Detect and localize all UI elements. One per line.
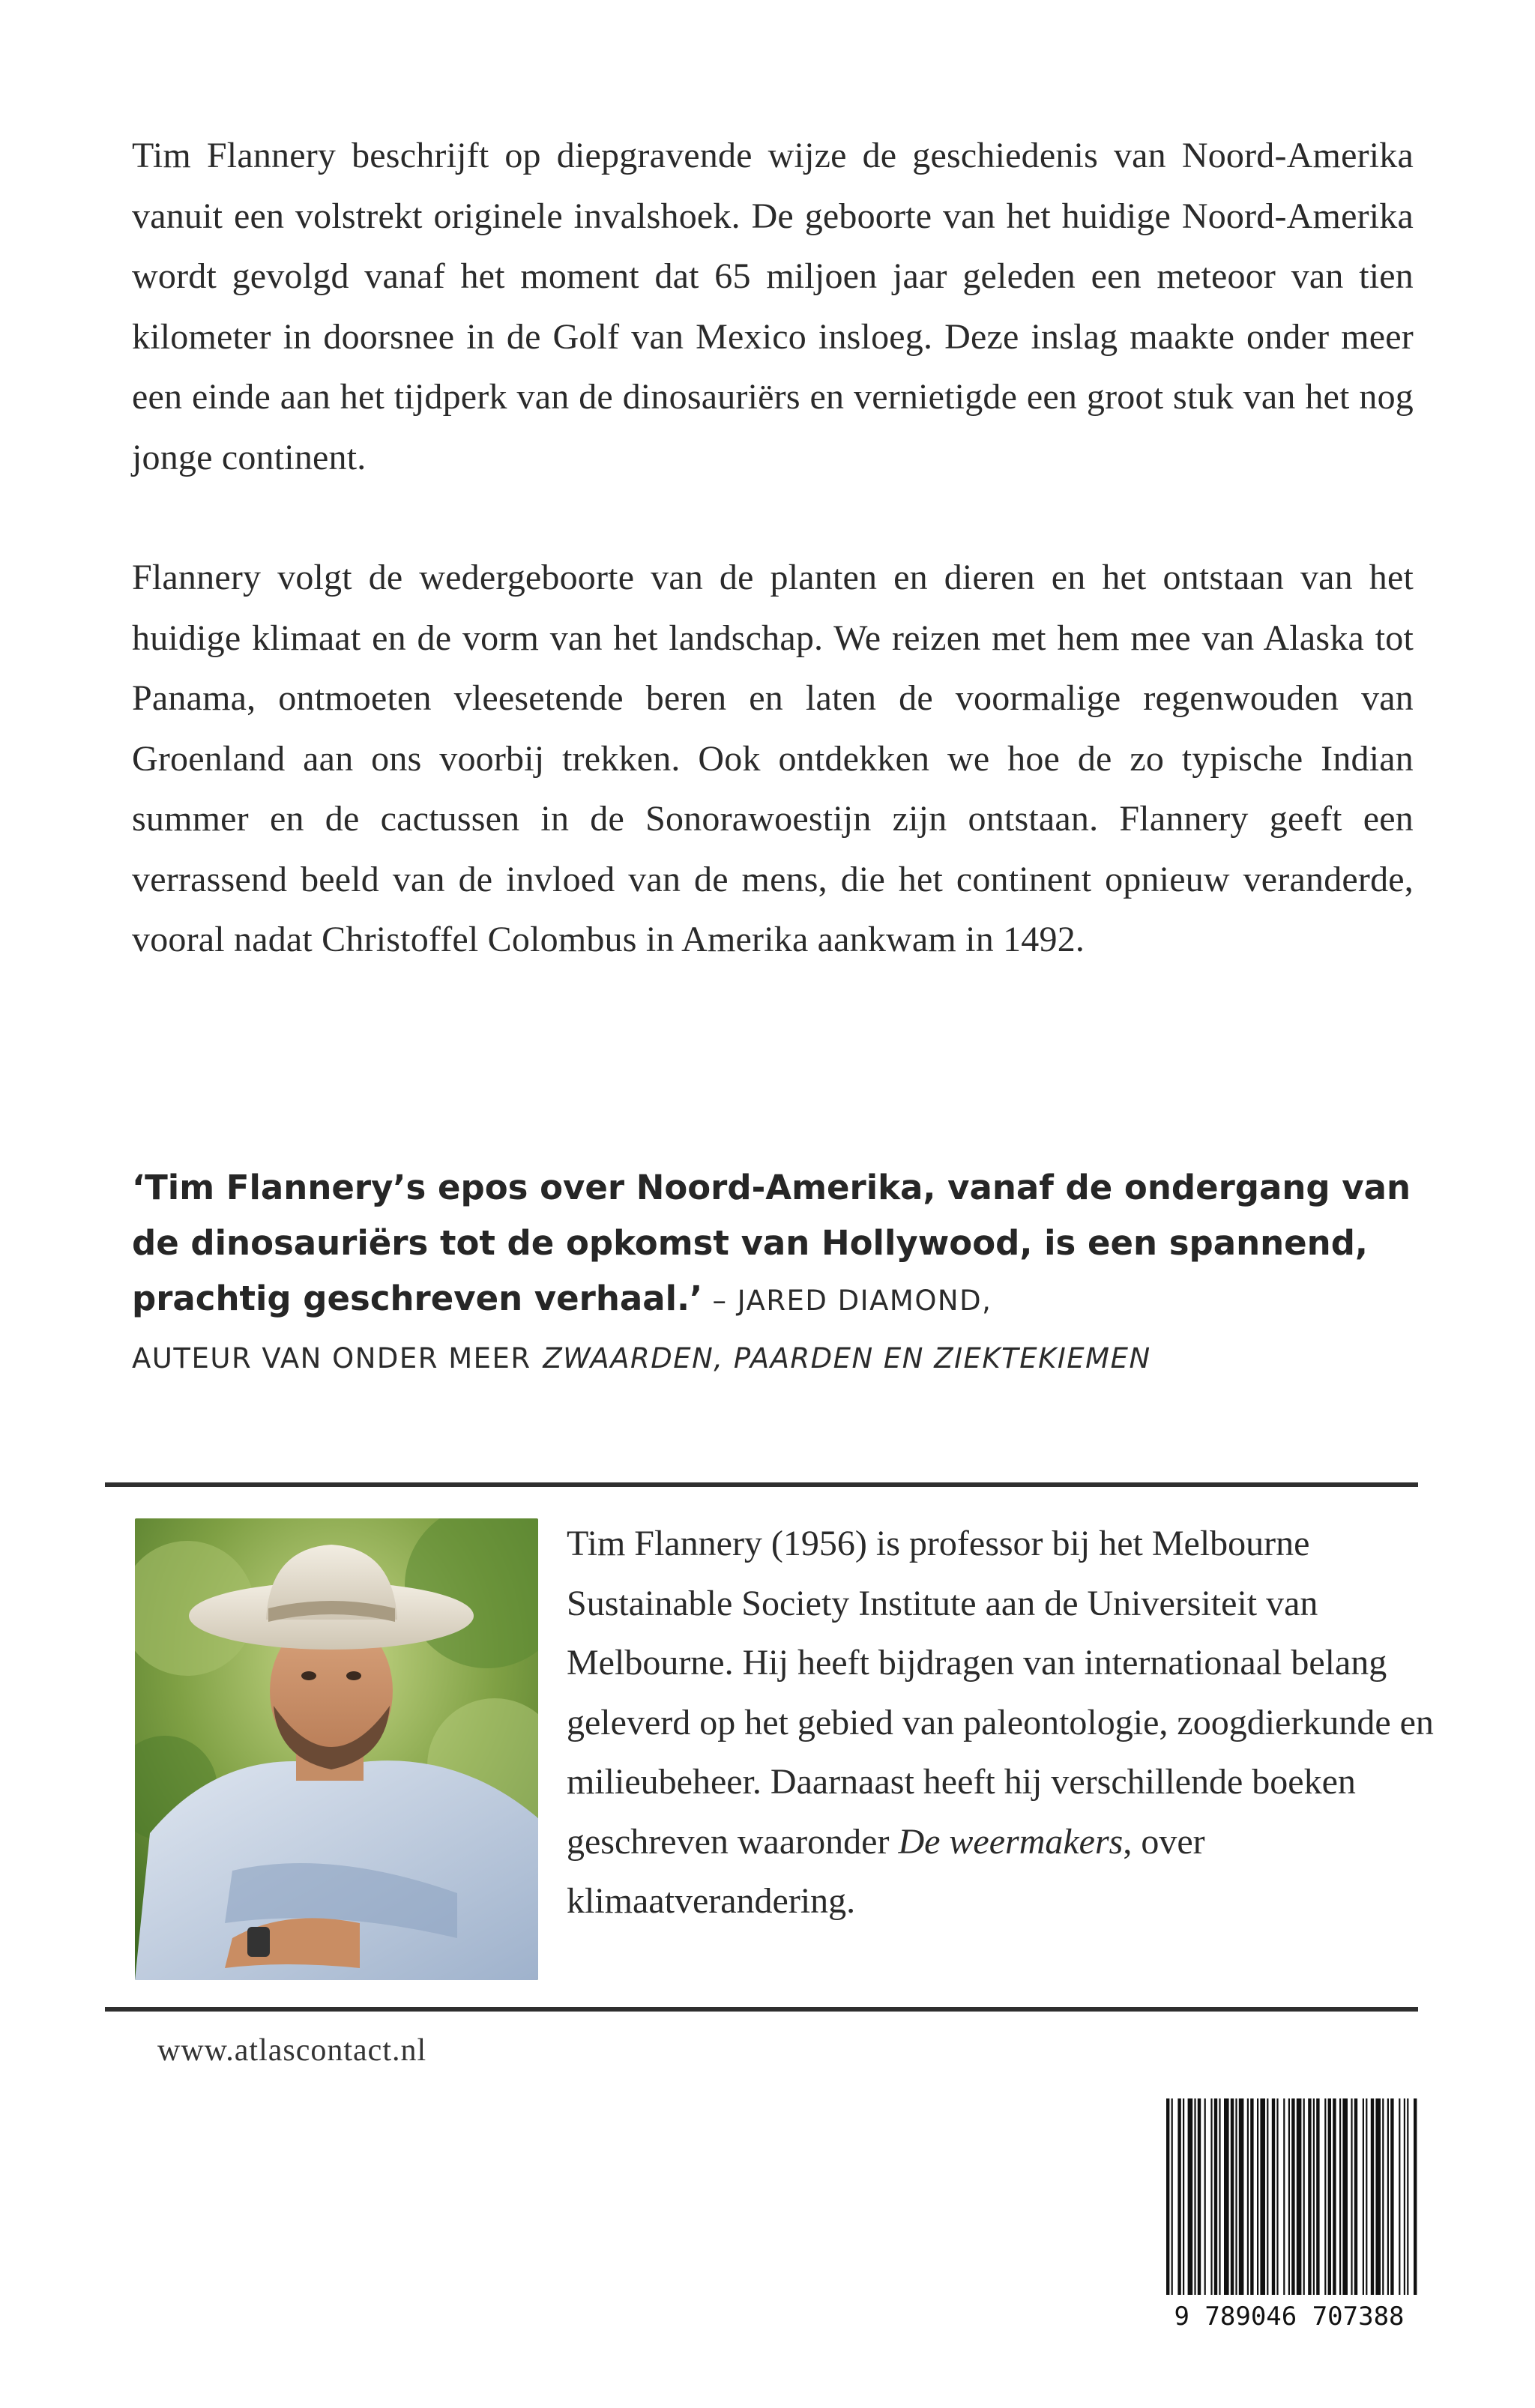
barcode-bar: [1239, 2098, 1244, 2295]
barcode-bar: [1351, 2098, 1352, 2295]
barcode-bar: [1399, 2098, 1400, 2295]
barcode-bar: [1204, 2098, 1206, 2295]
barcode-bar: [1387, 2098, 1389, 2295]
barcode-bar: [1276, 2098, 1278, 2295]
author-bio: [567, 1514, 1444, 1931]
barcode-bar: [1354, 2098, 1357, 2295]
barcode-bar: [1316, 2098, 1319, 2295]
barcode-bar: [1166, 2098, 1169, 2295]
barcode-bar: [1366, 2098, 1367, 2295]
blurb: [132, 126, 1414, 971]
barcode-bar: [1260, 2098, 1265, 2295]
divider-top: [105, 1482, 1418, 1487]
barcode-bar: [1272, 2098, 1275, 2295]
barcode-bar: [1375, 2098, 1381, 2295]
barcode-bar: [1188, 2098, 1193, 2295]
barcode-bar: [1219, 2098, 1220, 2295]
barcode-bar: [1231, 2098, 1234, 2295]
barcode-bar: [1308, 2098, 1311, 2295]
quote-dash: –: [702, 1285, 738, 1317]
review-quote: [132, 1160, 1421, 1386]
barcode-digits: 9 789046 707388: [1174, 2302, 1405, 2332]
author-photo: [135, 1518, 538, 1980]
quote-attribution-book: ZWAARDEN, PAARDEN EN ZIEKTEKIEMEN: [543, 1342, 1151, 1375]
barcode-bar: [1407, 2098, 1408, 2295]
barcode-bar: [1313, 2098, 1315, 2295]
barcode-bar: [1171, 2098, 1173, 2295]
blurb-paragraph-2: Flannery volgt de wedergeboorte van de planten en dieren en het ontstaan van het huidige klimaat en de vorm van het landschap. We reizen met hem mee van Alaska tot Panama, ontmoeten vleesetende beren en laten de voormalige regenwouden van Groenland aan ons voorbij trekken. Ook ontdekken we hoe de zo typische Indian summer en de cactussen in de Sonorawoestijn zijn ontstaan. Flannery geeft een verrassend beeld van de invloed van de mens, die het continent opnieuw veranderde, vooral nadat Christoffel Colombus in Amerika aankwam in 1492.: [132, 558, 1414, 959]
barcode-bar: [1194, 2098, 1195, 2295]
quote-text: ‘Tim Flannery’s epos over Noord-Amerika, vanaf de ondergang van de dinosauriërs tot de opkomst van Hollywood, is een spannend, prachtig geschreven verhaal.’: [132, 1168, 1411, 1318]
barcode-bar: [1198, 2098, 1201, 2295]
barcode-bar: [1339, 2098, 1341, 2295]
barcode-bar: [1328, 2098, 1331, 2295]
barcode-bar: [1324, 2098, 1326, 2295]
barcode-bar: [1257, 2098, 1258, 2295]
barcode-bar: [1390, 2098, 1393, 2295]
divider-bottom: [105, 2007, 1418, 2012]
barcode-bar: [1224, 2098, 1229, 2295]
barcode-bar: [1250, 2098, 1253, 2295]
bio-text-before: Tim Flannery (1956) is professor bij het Melbourne Sustainable Society Institute aan de Universiteit van Melbourne. Hij heeft bijdragen van internationaal belang geleverd op het gebied van paleontologie, zoogdierkunde en milieubeheer. Daarnaast heeft hij verschillende boeken geschreven waaronder: [567, 1524, 1434, 1862]
quote-attribution-name: JARED DIAMOND,: [737, 1285, 992, 1317]
barcode-bar: [1363, 2098, 1364, 2295]
barcode-bar: [1235, 2098, 1237, 2295]
bio-book-title: De weermakers: [898, 1821, 1124, 1862]
barcode-bar: [1297, 2098, 1302, 2295]
publisher-website[interactable]: www.atlascontact.nl: [157, 2033, 427, 2068]
barcode-bar: [1183, 2098, 1184, 2295]
barcode-bar: [1404, 2098, 1405, 2295]
barcode-bar: [1214, 2098, 1217, 2295]
barcode-bar: [1210, 2098, 1212, 2295]
barcode-bar: [1247, 2098, 1249, 2295]
barcode-bar: [1291, 2098, 1294, 2295]
barcode-bar: [1371, 2098, 1374, 2295]
barcode-bar: [1303, 2098, 1305, 2295]
blurb-paragraph-1: Tim Flannery beschrijft op diepgravende wijze de geschiedenis van Noord-Amerika vanuit een volstrekt originele invalshoek. De geboorte van het huidige Noord-Amerika wordt gevolgd vanaf het moment dat 65 miljoen jaar geleden een meteoor van tien kilometer in doorsnee in de Golf van Mexico insloeg. Deze inslag maakte onder meer een einde aan het tijdperk van de dinosauriërs en vernietigde een groot stuk van het nog jonge continent.: [132, 136, 1414, 477]
barcode-bar: [1283, 2098, 1285, 2295]
bio-text-after: , over klimaatverandering.: [567, 1821, 1205, 1921]
isbn-barcode: [1150, 2095, 1420, 2334]
barcode-bar: [1177, 2098, 1180, 2295]
barcode-bar: [1288, 2098, 1290, 2295]
barcode-bar: [1267, 2098, 1268, 2295]
barcode-bar: [1414, 2098, 1417, 2295]
quote-attribution-role: AUTEUR VAN ONDER MEER: [132, 1342, 531, 1375]
barcode-bar: [1342, 2098, 1348, 2295]
barcode-bar: [1382, 2098, 1384, 2295]
barcode-bar: [1333, 2098, 1336, 2295]
